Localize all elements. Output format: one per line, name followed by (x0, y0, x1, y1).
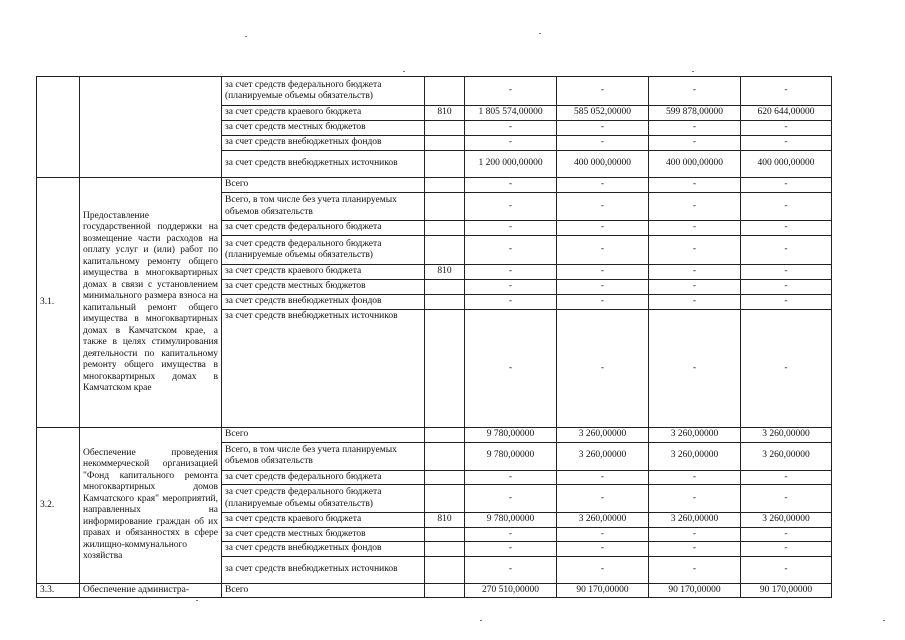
budget-code-cell (425, 236, 465, 265)
budget-table (36, 76, 832, 598)
total-value-cell: 1 200 000,00000 (465, 151, 557, 178)
budget-code-cell (425, 428, 465, 443)
year3-value-cell: - (741, 295, 832, 310)
total-value-cell: - (465, 470, 557, 485)
budget-code-cell (425, 221, 465, 236)
year2-value-cell: - (649, 280, 741, 295)
budget-code-cell (425, 527, 465, 542)
year2-value-cell: - (649, 527, 741, 542)
year2-value-cell: - (649, 265, 741, 280)
row-number-cell: 3.3. (37, 583, 80, 598)
budget-code-cell (425, 485, 465, 513)
year1-value-cell: - (557, 485, 649, 513)
year1-value-cell: 3 260,00000 (557, 442, 649, 470)
year1-value-cell: - (557, 556, 649, 583)
year1-value-cell: 400 000,00000 (557, 151, 649, 178)
table-row (37, 178, 832, 193)
year1-value-cell: 90 170,00000 (557, 583, 649, 598)
scan-speck (245, 36, 247, 37)
budget-code-cell (425, 77, 465, 106)
year2-value-cell: 599 878,00000 (649, 106, 741, 121)
total-value-cell: - (465, 485, 557, 513)
table-row (37, 428, 832, 443)
total-value-cell: - (465, 136, 557, 151)
total-value-cell: - (465, 280, 557, 295)
funding-source-cell: Всего (222, 428, 425, 443)
year1-value-cell: - (557, 265, 649, 280)
funding-source-cell: за счет средств внебюджетных источников (222, 151, 425, 178)
scan-speck (196, 600, 198, 601)
year3-value-cell: - (741, 136, 832, 151)
funding-source-cell: за счет средств внебюджетных фондов (222, 136, 425, 151)
scan-speck (539, 33, 541, 34)
year3-value-cell: - (741, 310, 832, 428)
budget-code-cell (425, 310, 465, 428)
year3-value-cell: - (741, 121, 832, 136)
year2-value-cell: - (649, 136, 741, 151)
year2-value-cell: - (649, 310, 741, 428)
year3-value-cell: - (741, 542, 832, 557)
budget-code-cell (425, 121, 465, 136)
total-value-cell: 9 780,00000 (465, 428, 557, 443)
total-value-cell: - (465, 178, 557, 193)
year2-value-cell: - (649, 121, 741, 136)
funding-source-cell: за счет средств федерального бюджета (планируемые объемы обязательств) (222, 236, 425, 265)
measure-description-cell: Предоставление государственной поддержки на возмещение части расходов на оплату услуг и (или) работ по капитальному ремонту общего имущества в многоквартирных домах в связи с установлением минимального размера взноса на капитальный ремонт общего имущества в многоквартирных домах в Камчатском крае, а также в целях стимулирования деятельности по капитальному ремонту общего имущества в многоквартирных домах в Камчатском крае (80, 178, 222, 428)
total-value-cell: - (465, 527, 557, 542)
year1-value-cell: - (557, 77, 649, 106)
year1-value-cell: - (557, 193, 649, 221)
year3-value-cell: - (741, 178, 832, 193)
year2-value-cell: - (649, 193, 741, 221)
year1-value-cell: - (557, 527, 649, 542)
row-number-cell (37, 77, 80, 178)
year2-value-cell: - (649, 221, 741, 236)
year3-value-cell: - (741, 265, 832, 280)
year3-value-cell: - (741, 221, 832, 236)
budget-code-cell (425, 542, 465, 557)
scan-speck (480, 620, 482, 621)
table-row (37, 583, 832, 598)
row-number-cell: 3.1. (37, 178, 80, 428)
year1-value-cell: 3 260,00000 (557, 513, 649, 528)
budget-code-cell: 810 (425, 265, 465, 280)
year3-value-cell: - (741, 556, 832, 583)
year1-value-cell: - (557, 280, 649, 295)
funding-source-cell: за счет средств краевого бюджета (222, 513, 425, 528)
scan-speck (692, 71, 694, 72)
year2-value-cell: - (649, 470, 741, 485)
year3-value-cell: 90 170,00000 (741, 583, 832, 598)
year2-value-cell: - (649, 77, 741, 106)
funding-source-cell: за счет средств местных бюджетов (222, 280, 425, 295)
year3-value-cell: 400 000,00000 (741, 151, 832, 178)
measure-description-cell: Обеспечение проведения некоммерческой организацией "Фонд капитального ремонта многоквартирных домов Камчатского края" мероприятий, направленных на информирование граждан об их правах и обязанностях в сфере жилищно-коммунального хозяйства (80, 428, 222, 584)
funding-source-cell: Всего (222, 178, 425, 193)
funding-source-cell: за счет средств федерального бюджета (планируемые объемы обязательств) (222, 77, 425, 106)
funding-source-cell: за счет средств внебюджетных источников (222, 556, 425, 583)
year2-value-cell: 90 170,00000 (649, 583, 741, 598)
year1-value-cell: - (557, 136, 649, 151)
year2-value-cell: 3 260,00000 (649, 442, 741, 470)
measure-description-cell (80, 77, 222, 178)
funding-source-cell: за счет средств краевого бюджета (222, 106, 425, 121)
year3-value-cell: - (741, 485, 832, 513)
year1-value-cell: 585 052,00000 (557, 106, 649, 121)
year3-value-cell: 3 260,00000 (741, 428, 832, 443)
year1-value-cell: - (557, 178, 649, 193)
year1-value-cell: - (557, 295, 649, 310)
funding-source-cell: за счет средств федерального бюджета (222, 221, 425, 236)
funding-source-cell: Всего, в том числе без учета планируемых объемов обязательств (222, 193, 425, 221)
total-value-cell: - (465, 310, 557, 428)
year3-value-cell: - (741, 77, 832, 106)
budget-code-cell (425, 583, 465, 598)
total-value-cell: - (465, 556, 557, 583)
funding-source-cell: за счет средств федерального бюджета (планируемые объемы обязательств) (222, 485, 425, 513)
year1-value-cell: - (557, 236, 649, 265)
total-value-cell: - (465, 236, 557, 265)
budget-code-cell (425, 470, 465, 485)
total-value-cell: - (465, 77, 557, 106)
budget-code-cell (425, 151, 465, 178)
total-value-cell: 270 510,00000 (465, 583, 557, 598)
year1-value-cell: - (557, 310, 649, 428)
year2-value-cell: 3 260,00000 (649, 513, 741, 528)
table-row (37, 77, 832, 106)
year2-value-cell: 3 260,00000 (649, 428, 741, 443)
year2-value-cell: 400 000,00000 (649, 151, 741, 178)
row-number-cell: 3.2. (37, 428, 80, 584)
measure-description-cell: Обеспечение администра- (80, 583, 222, 598)
budget-code-cell: 810 (425, 106, 465, 121)
year3-value-cell: 3 260,00000 (741, 513, 832, 528)
total-value-cell: - (465, 542, 557, 557)
funding-source-cell: Всего (222, 583, 425, 598)
scan-speck (403, 71, 405, 72)
budget-code-cell: 810 (425, 513, 465, 528)
budget-code-cell (425, 295, 465, 310)
year2-value-cell: - (649, 542, 741, 557)
year1-value-cell: - (557, 542, 649, 557)
funding-source-cell: за счет средств внебюджетных фондов (222, 542, 425, 557)
funding-source-cell: за счет средств федерального бюджета (222, 470, 425, 485)
funding-source-cell: за счет средств местных бюджетов (222, 527, 425, 542)
funding-source-cell: за счет средств внебюджетных источников (222, 310, 425, 428)
total-value-cell: - (465, 265, 557, 280)
total-value-cell: - (465, 121, 557, 136)
total-value-cell: - (465, 221, 557, 236)
budget-code-cell (425, 136, 465, 151)
budget-code-cell (425, 178, 465, 193)
funding-source-cell: за счет средств внебюджетных фондов (222, 295, 425, 310)
year1-value-cell: - (557, 121, 649, 136)
year3-value-cell: 3 260,00000 (741, 442, 832, 470)
year1-value-cell: - (557, 470, 649, 485)
funding-source-cell: за счет средств краевого бюджета (222, 265, 425, 280)
year2-value-cell: - (649, 236, 741, 265)
year3-value-cell: - (741, 527, 832, 542)
year1-value-cell: - (557, 221, 649, 236)
year2-value-cell: - (649, 178, 741, 193)
total-value-cell: 9 780,00000 (465, 442, 557, 470)
year2-value-cell: - (649, 295, 741, 310)
budget-code-cell (425, 556, 465, 583)
year3-value-cell: - (741, 280, 832, 295)
scan-speck (883, 620, 885, 621)
total-value-cell: - (465, 295, 557, 310)
budget-code-cell (425, 193, 465, 221)
year1-value-cell: 3 260,00000 (557, 428, 649, 443)
year2-value-cell: - (649, 485, 741, 513)
budget-code-cell (425, 442, 465, 470)
year2-value-cell: - (649, 556, 741, 583)
total-value-cell: 1 805 574,00000 (465, 106, 557, 121)
year3-value-cell: - (741, 470, 832, 485)
funding-source-cell: за счет средств местных бюджетов (222, 121, 425, 136)
funding-source-cell: Всего, в том числе без учета планируемых объемов обязательств (222, 442, 425, 470)
year3-value-cell: - (741, 236, 832, 265)
total-value-cell: - (465, 193, 557, 221)
total-value-cell: 9 780,00000 (465, 513, 557, 528)
year3-value-cell: 620 644,00000 (741, 106, 832, 121)
budget-code-cell (425, 280, 465, 295)
year3-value-cell: - (741, 193, 832, 221)
